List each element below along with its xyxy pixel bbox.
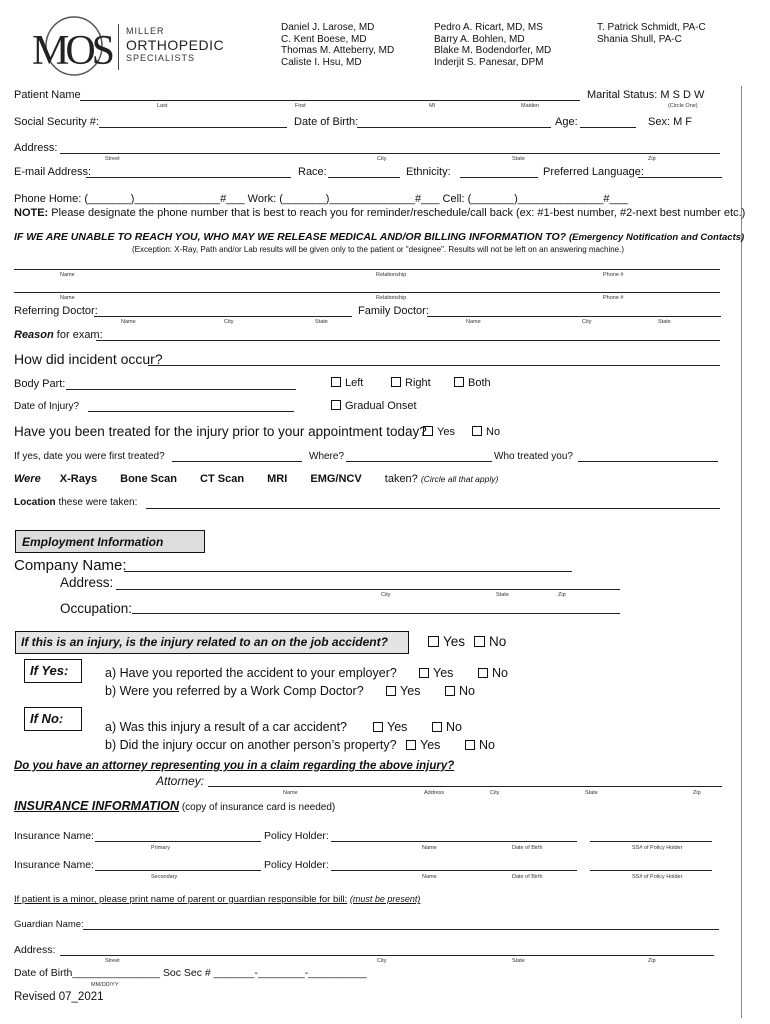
question-a: a) Have you reported the accident to your employer? (105, 666, 397, 680)
xrays-option[interactable]: X-Rays (59, 473, 98, 485)
referring-label: Referring Doctor: (14, 305, 98, 317)
yes-label: Yes (443, 634, 466, 649)
reason-text: for exam: (53, 329, 103, 341)
sub-state: State (496, 592, 509, 598)
release-exception: (Exception: X-Ray, Path and/or Lab results will be given only to the patient or "designee". Results will not be left on an answering machine.) (132, 245, 625, 254)
address-field[interactable] (60, 153, 720, 154)
sub-name: Name (466, 319, 481, 325)
insurance-heading (14, 799, 335, 813)
family-label: Family Doctor: (358, 305, 429, 317)
sub-name: Name (283, 790, 298, 796)
qa-yes-checkbox[interactable] (419, 666, 453, 680)
first-treated-label: If yes, date you were first treated? (14, 451, 165, 462)
release-heading (14, 231, 744, 243)
right-checkbox[interactable] (391, 377, 431, 389)
policy-holder-label: Policy Holder: (264, 830, 329, 842)
if-yes-label: If Yes: (30, 663, 69, 678)
sub-name: Name (422, 874, 437, 880)
sub-city: City (381, 592, 391, 598)
ins-name-secondary-field[interactable] (95, 870, 261, 871)
sex-label[interactable]: Sex: M F (648, 116, 693, 128)
attorney-label: Attorney: (156, 774, 205, 788)
no-label: No (479, 738, 495, 752)
sub-ssn: SS# of Policy Holder (632, 845, 683, 851)
guardian-label: Guardian Name: (14, 919, 84, 930)
date-injury-field[interactable] (88, 411, 294, 412)
sub-city: City (582, 319, 592, 325)
no-label: No (446, 720, 462, 734)
patient-name-field[interactable] (80, 100, 580, 101)
location-bold: Location (14, 497, 56, 508)
logo (30, 14, 250, 78)
minor-question (14, 894, 420, 905)
sub-circle-one: (Circle One) (668, 103, 698, 109)
logo-divider (118, 24, 119, 70)
body-part-field[interactable] (66, 389, 296, 390)
phone-note (14, 207, 745, 219)
treated-no-checkbox[interactable] (472, 426, 500, 438)
occupation-field[interactable] (132, 613, 620, 614)
both-label: Both (468, 377, 491, 389)
language-field[interactable] (638, 177, 722, 178)
sub-phone: Phone # (603, 295, 624, 301)
sub-name: Name (60, 272, 75, 278)
guardian-address-field[interactable] (60, 955, 714, 956)
marital-status-label[interactable]: Marital Status: M S D W (587, 89, 705, 101)
doctor-list-col2 (434, 22, 551, 68)
logo-letters: MOS (32, 28, 112, 74)
ct-scan-option[interactable]: CT Scan (200, 473, 245, 485)
doctor-name: Blake M. Bodendorfer, MD (434, 45, 552, 56)
ethnicity-field[interactable] (460, 177, 538, 178)
policy-holder-secondary-field[interactable] (331, 870, 577, 871)
address-label: Address: (14, 142, 58, 154)
attorney-field[interactable] (208, 786, 722, 787)
sub-first: First (295, 103, 306, 109)
right-margin-bar (741, 86, 742, 1018)
no-label: No (489, 634, 507, 649)
contact2-field[interactable] (14, 292, 720, 293)
email-label: E-mail Address: (14, 166, 92, 178)
sub-street: Street (105, 156, 120, 162)
ethnicity-label: Ethnicity: (406, 166, 451, 178)
revised-label: Revised 07_2021 (14, 991, 104, 1003)
sub-city: City (377, 156, 387, 162)
age-field[interactable] (580, 127, 636, 128)
employment-heading: Employment Information (22, 535, 164, 549)
yes-label: Yes (437, 426, 455, 438)
sub-zip: Zip (558, 592, 566, 598)
doctor-name: T. Patrick Schmidt, PA-C (597, 22, 706, 33)
sub-zip: Zip (693, 790, 701, 796)
if-no-label: If No: (30, 711, 64, 726)
language-label: Preferred Language: (543, 166, 644, 178)
yes-label: Yes (400, 684, 421, 698)
sub-city: City (377, 958, 387, 964)
mri-option[interactable]: MRI (267, 473, 288, 485)
who-field[interactable] (578, 461, 718, 462)
right-label: Right (405, 377, 431, 389)
doctor-name: Daniel J. Larose, MD (281, 22, 375, 33)
job-question: If this is an injury, is the injury related to an on the job accident? (21, 635, 388, 649)
ssn-field[interactable] (99, 127, 287, 128)
circle-note: (Circle all that apply) (420, 474, 499, 484)
doctor-name: C. Kent Boese, MD (281, 33, 367, 45)
policy-holder-primary-field[interactable] (331, 841, 577, 842)
left-label: Left (345, 377, 364, 389)
ins-name-label: Insurance Name: (14, 830, 94, 842)
question-d: b) Did the injury occur on another person’s property? (105, 738, 397, 752)
how-incident-label: How did incident occur? (14, 351, 163, 367)
location-label (14, 497, 137, 508)
company-field[interactable] (124, 571, 572, 572)
sub-state: State (315, 319, 328, 325)
sub-relationship: Relationship (376, 272, 407, 278)
race-field[interactable] (328, 177, 400, 178)
minor-question-text: If patient is a minor, please print name of parent or guardian responsible for bill: (14, 894, 348, 905)
ssn-label: Social Security #: (14, 116, 99, 128)
taken-label: taken? (384, 473, 418, 485)
sub-name: Name (60, 295, 75, 301)
where-label: Where? (309, 451, 345, 462)
mos-logo-mark (30, 14, 120, 78)
sub-phone: Phone # (603, 272, 624, 278)
doctor-list-col3 (597, 22, 706, 45)
qb-no-checkbox[interactable] (445, 684, 475, 698)
attorney-question: Do you have an attorney representing you in a claim regarding the above injury? (14, 760, 455, 772)
sub-city: City (490, 790, 500, 796)
contact1-field[interactable] (14, 269, 720, 270)
sub-dob: Date of Birth (512, 845, 543, 851)
left-checkbox[interactable] (331, 377, 363, 389)
release-heading-text: IF WE ARE UNABLE TO REACH YOU, WHO MAY WE RELEASE MEDICAL AND/OR BILLING INFORMATION TO? (14, 231, 567, 243)
doctor-name: Caliste I. Hsu, MD (281, 56, 362, 68)
emp-address-field[interactable] (116, 589, 620, 590)
sub-address: Address (424, 790, 445, 796)
phone-row[interactable]: Phone Home: (_______)______________#___ Work: (_______)______________#___ Cell: (_______)______________#___ (14, 193, 628, 205)
qd-no-checkbox[interactable] (465, 738, 495, 752)
body-part-label: Body Part: (14, 378, 66, 390)
race-label: Race: (298, 166, 327, 178)
gradual-label: Gradual Onset (345, 400, 417, 412)
doctor-name: Inderjit S. Panesar, DPM (434, 56, 544, 68)
logo-line2: ORTHOPEDIC (126, 37, 225, 53)
sub-state: State (585, 790, 598, 796)
question-b: b) Were you referred by a Work Comp Doctor? (105, 684, 364, 698)
qc-no-checkbox[interactable] (432, 720, 462, 734)
ins-name-primary-field[interactable] (95, 841, 261, 842)
sub-maiden: Maiden (521, 103, 540, 109)
how-incident-field[interactable] (148, 365, 720, 366)
sub-city: City (224, 319, 234, 325)
ins-name-label: Insurance Name: (14, 859, 94, 871)
reason-field[interactable] (96, 340, 720, 341)
were-label: Were (14, 473, 41, 485)
no-label: No (486, 426, 501, 438)
family-field[interactable] (427, 316, 721, 317)
sub-ssn: SS# of Policy Holder (632, 874, 683, 880)
policy-holder-label: Policy Holder: (264, 859, 329, 871)
age-label: Age: (555, 116, 578, 128)
dob-label: Date of Birth: (294, 116, 359, 128)
qd-yes-checkbox[interactable] (406, 738, 440, 752)
email-field[interactable] (86, 177, 291, 178)
both-checkbox[interactable] (454, 377, 491, 389)
treated-yes-checkbox[interactable] (423, 426, 455, 438)
dob-field[interactable] (357, 127, 551, 128)
sub-last: Last (157, 103, 168, 109)
insurance-heading-text: INSURANCE INFORMATION (14, 799, 180, 813)
tests-row (14, 473, 498, 485)
qa-no-checkbox[interactable] (478, 666, 508, 680)
sub-relationship: Relationship (376, 295, 407, 301)
patient-name-label: Patient Name (14, 89, 81, 101)
guardian-field[interactable] (83, 929, 719, 930)
sub-primary: Primary (151, 845, 170, 851)
note-bold: NOTE: (14, 207, 49, 219)
referring-field[interactable] (94, 316, 352, 317)
bone-scan-option[interactable]: Bone Scan (120, 473, 177, 485)
location-field[interactable] (146, 508, 720, 509)
insurance-heading-note: (copy of insurance card is needed) (179, 802, 336, 813)
sub-dob: Date of Birth (512, 874, 543, 880)
sub-zip: Zip (648, 958, 656, 964)
treated-question: Have you been treated for the injury prior to your appointment today? (14, 424, 427, 439)
doctor-name: Thomas M. Atteberry, MD (281, 45, 395, 56)
occupation-label: Occupation: (60, 601, 133, 616)
sub-zip: Zip (648, 156, 656, 162)
sub-state: State (512, 958, 525, 964)
doctor-name: Shania Shull, PA-C (597, 33, 682, 45)
sub-street: Street (105, 958, 120, 964)
no-label: No (459, 684, 475, 698)
job-yes-checkbox[interactable] (428, 634, 465, 649)
release-heading-sub: (Emergency Notification and Contacts) (568, 232, 745, 243)
sub-state: State (512, 156, 525, 162)
ssn-secondary-field[interactable] (590, 870, 712, 871)
doctor-name: Barry A. Bohlen, MD (434, 33, 525, 45)
yes-label: Yes (433, 666, 454, 680)
doctor-list-col1 (281, 22, 394, 68)
location-text: these were taken: (55, 497, 138, 508)
sub-name: Name (422, 845, 437, 851)
sub-name: Name (121, 319, 136, 325)
who-label: Who treated you? (494, 451, 573, 462)
question-c: a) Was this injury a result of a car accident? (105, 720, 347, 734)
note-text: Please designate the phone number that is best to reach you for reminder/reschedule/call back (ex: #1-best number, #2-next best number etc.) (48, 207, 746, 219)
emg-option[interactable]: EMG/NCV (310, 473, 362, 485)
sub-mi: MI (429, 103, 436, 109)
qc-yes-checkbox[interactable] (373, 720, 407, 734)
doctor-name: Pedro A. Ricart, MD, MS (434, 22, 543, 33)
sub-mmddyy: MM/DD/YY (91, 982, 119, 988)
date-injury-label: Date of Injury? (14, 401, 80, 412)
gradual-checkbox[interactable] (331, 400, 417, 412)
qb-yes-checkbox[interactable] (386, 684, 420, 698)
ssn-primary-field[interactable] (590, 841, 712, 842)
minor-note: (must be present) (349, 894, 421, 904)
logo-line3: SPECIALISTS (126, 53, 196, 63)
company-label: Company Name: (14, 557, 127, 574)
yes-label: Yes (387, 720, 408, 734)
reason-label (14, 329, 103, 341)
where-field[interactable] (346, 461, 492, 462)
reason-bold: Reason (14, 329, 54, 341)
logo-line1: MILLER (126, 26, 165, 36)
sub-state: State (658, 319, 671, 325)
sub-secondary: Secondary (151, 874, 178, 880)
guardian-dob-ssn-row[interactable]: Date of Birth_______________ Soc Sec # _______-________-__________ (14, 967, 367, 979)
yes-label: Yes (420, 738, 441, 752)
emp-address-label: Address: (60, 575, 114, 590)
no-label: No (492, 666, 508, 680)
guardian-address-label: Address: (14, 944, 56, 956)
job-no-checkbox[interactable] (474, 634, 506, 649)
first-treated-field[interactable] (172, 461, 302, 462)
